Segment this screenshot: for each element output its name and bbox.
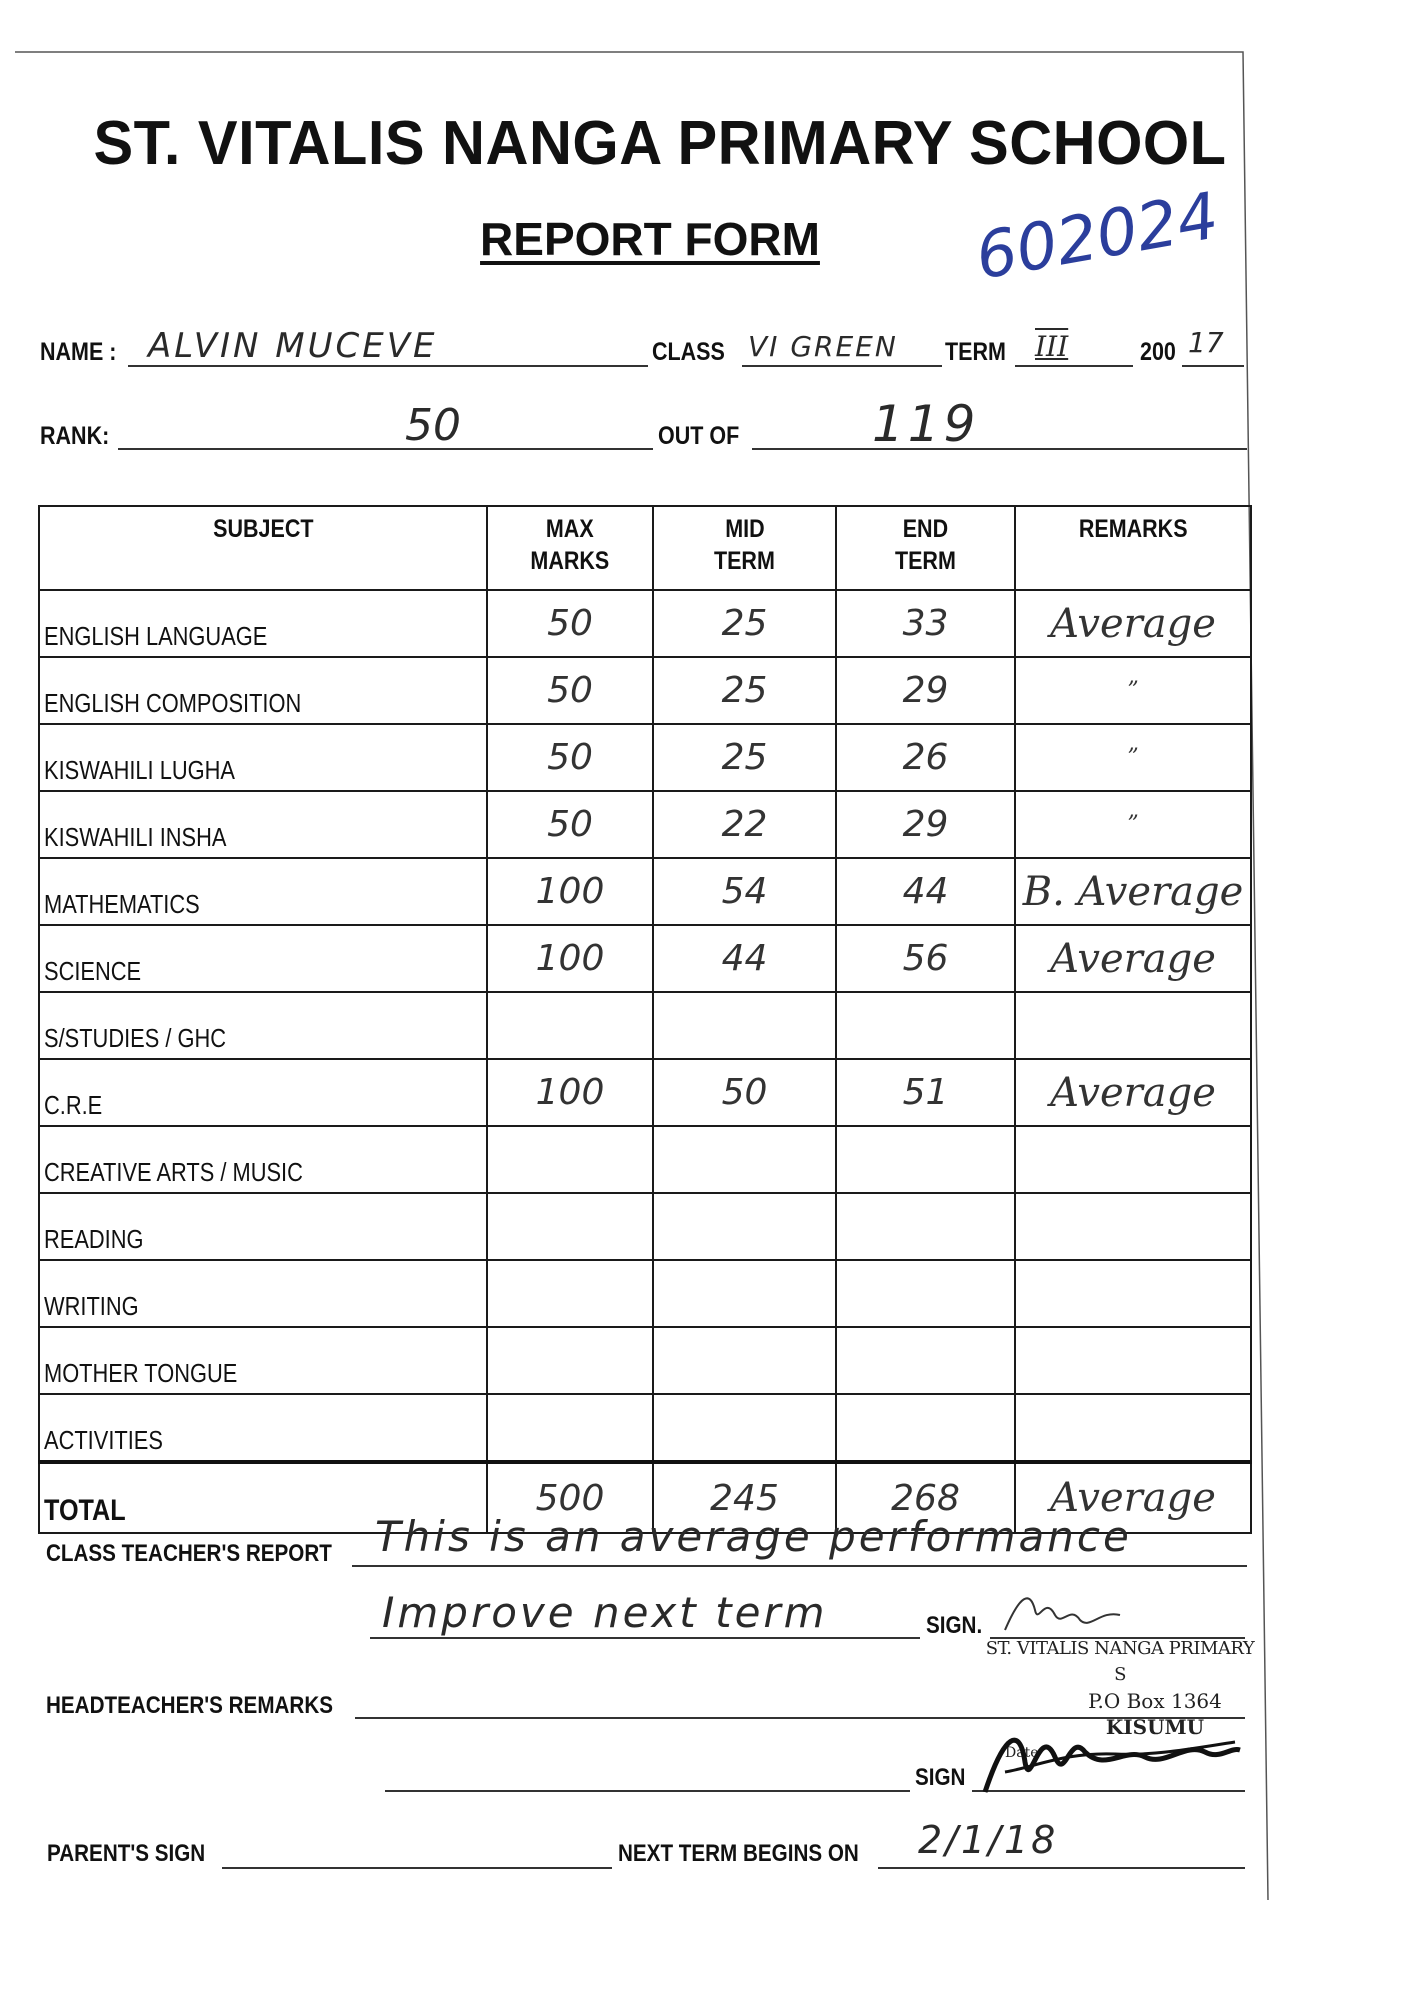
out-of-value: 119 [872,395,980,453]
max-marks-cell: 100 [487,925,653,992]
header-subject: SUBJECT [39,506,487,590]
out-of-line [752,448,1247,450]
subject-cell: TOTAL [39,1462,487,1533]
table-row [39,791,1251,858]
end-term-cell: 268 [836,1462,1015,1533]
table-row [39,1126,1251,1193]
max-marks-cell: 50 [487,590,653,657]
end-term-cell [836,1126,1015,1193]
max-marks-cell: 50 [487,657,653,724]
subject-cell: MATHEMATICS [39,858,487,925]
table-row [39,590,1251,657]
end-term-cell [836,1260,1015,1327]
remark-cell [1015,1193,1251,1260]
subject-cell: KISWAHILI LUGHA [39,724,487,791]
mid-term-cell [653,1126,836,1193]
subject-cell: CREATIVE ARTS / MUSIC [39,1126,487,1193]
max-marks-cell: 100 [487,1059,653,1126]
remark-cell [1015,1327,1251,1394]
max-marks-cell [487,1394,653,1462]
parent-sign-label: PARENT'S SIGN [47,1840,206,1867]
mid-term-cell [653,1193,836,1260]
name-value: ALVIN MUCEVE [148,326,438,366]
remark-cell: ” [1015,657,1251,724]
next-term-line [878,1867,1245,1869]
year-value: 17 [1188,326,1224,359]
max-marks-cell [487,1193,653,1260]
subject-cell: ACTIVITIES [39,1394,487,1462]
remark-cell: Average [1015,590,1251,657]
table-row [39,1260,1251,1327]
mid-term-cell: 25 [653,724,836,791]
table-row [39,925,1251,992]
subject-cell: SCIENCE [39,925,487,992]
max-marks-cell [487,992,653,1059]
remark-cell: Average [1015,925,1251,992]
max-marks-cell [487,1126,653,1193]
out-of-label: OUT OF [658,422,740,450]
headteacher-label: HEADTEACHER'S REMARKS [46,1692,334,1719]
end-term-cell: 29 [836,657,1015,724]
end-term-cell [836,1394,1015,1462]
max-marks-cell [487,1260,653,1327]
table-header-row [39,506,1251,590]
subject-cell: KISWAHILI INSHA [39,791,487,858]
rank-value: 50 [405,400,461,451]
remark-cell: ” [1015,791,1251,858]
mid-term-cell [653,1260,836,1327]
parent-sign-line [222,1867,612,1869]
class-line [742,365,942,367]
stamp-line-3: KISUMU [1105,1715,1205,1739]
name-label: NAME : [40,338,117,366]
header-mid-term: MID TERM [653,506,836,590]
term-label: TERM [945,338,1006,366]
remark-cell: Average [1015,1462,1251,1533]
subject-cell: READING [39,1193,487,1260]
end-term-cell [836,992,1015,1059]
max-marks-cell: 50 [487,724,653,791]
header-end-term: END TERM [836,506,1015,590]
table-row [39,858,1251,925]
mid-term-cell [653,1327,836,1394]
subject-cell: ENGLISH LANGUAGE [39,590,487,657]
max-marks-cell: 500 [487,1462,653,1533]
mid-term-cell: 22 [653,791,836,858]
remark-cell: B. Average [1015,858,1251,925]
mid-term-cell [653,1394,836,1462]
mid-term-cell: 54 [653,858,836,925]
stamp-line-1: ST. VITALIS NANGA PRIMARY S [985,1638,1255,1685]
school-name: ST. VITALIS NANGA PRIMARY SCHOOL [93,109,1227,178]
end-term-cell: 26 [836,724,1015,791]
end-term-cell [836,1327,1015,1394]
headteacher-line-2 [385,1790,910,1792]
end-term-cell [836,1193,1015,1260]
class-label: CLASS [652,338,725,366]
table-row [39,1327,1251,1394]
remark-cell: Average [1015,1059,1251,1126]
end-term-cell: 44 [836,858,1015,925]
subject-cell: WRITING [39,1260,487,1327]
next-term-date: 2/1/18 [918,1818,1059,1862]
mid-term-cell: 25 [653,657,836,724]
subject-cell: MOTHER TONGUE [39,1327,487,1394]
stamp-date-label: Date [1005,1745,1039,1761]
term-value: III [1035,330,1069,363]
max-marks-cell [487,1327,653,1394]
subject-cell: ENGLISH COMPOSITION [39,657,487,724]
max-marks-cell: 50 [487,791,653,858]
class-teacher-sign-label: SIGN. [926,1612,983,1639]
class-teacher-report-line1: This is an average performance [375,1512,1132,1561]
headteacher-signature [975,1712,1250,1807]
remark-cell [1015,1260,1251,1327]
mid-term-cell: 25 [653,590,836,657]
headteacher-sign-label: SIGN [915,1764,966,1791]
header-remarks: REMARKS [1015,506,1251,590]
rank-label: RANK: [40,422,110,450]
end-term-cell: 29 [836,791,1015,858]
header-max-marks: MAX MARKS [487,506,653,590]
next-term-label: NEXT TERM BEGINS ON [618,1840,859,1867]
marks-table [38,505,1252,1534]
remark-cell [1015,1126,1251,1193]
table-row [39,1193,1251,1260]
mid-term-cell: 44 [653,925,836,992]
mid-term-cell [653,992,836,1059]
form-title: REPORT FORM [480,213,820,265]
year-prefix: 200 [1140,338,1176,366]
table-row [39,1059,1251,1126]
rank-line [118,448,653,450]
table-row [39,724,1251,791]
mid-term-cell: 50 [653,1059,836,1126]
term-line [1015,365,1133,367]
mid-term-cell: 245 [653,1462,836,1533]
remark-cell: ” [1015,724,1251,791]
reference-number: 602024 [970,179,1224,295]
end-term-cell: 51 [836,1059,1015,1126]
table-row [39,657,1251,724]
stamp-line-2: P.O Box 1364 [1088,1689,1222,1713]
table-row [39,1394,1251,1462]
end-term-cell: 56 [836,925,1015,992]
subject-cell: C.R.E [39,1059,487,1126]
class-teacher-signature [1000,1585,1130,1640]
remark-cell [1015,992,1251,1059]
class-teacher-line-2 [370,1637,920,1639]
table-row [39,992,1251,1059]
class-teacher-report-line2: Improve next term [382,1588,828,1637]
year-line [1182,365,1244,367]
subject-cell: S/STUDIES / GHC [39,992,487,1059]
class-teacher-line-1 [352,1565,1247,1567]
class-value: VI GREEN [748,330,898,363]
max-marks-cell: 100 [487,858,653,925]
remark-cell [1015,1394,1251,1462]
end-term-cell: 33 [836,590,1015,657]
class-teacher-label: CLASS TEACHER'S REPORT [46,1540,332,1567]
